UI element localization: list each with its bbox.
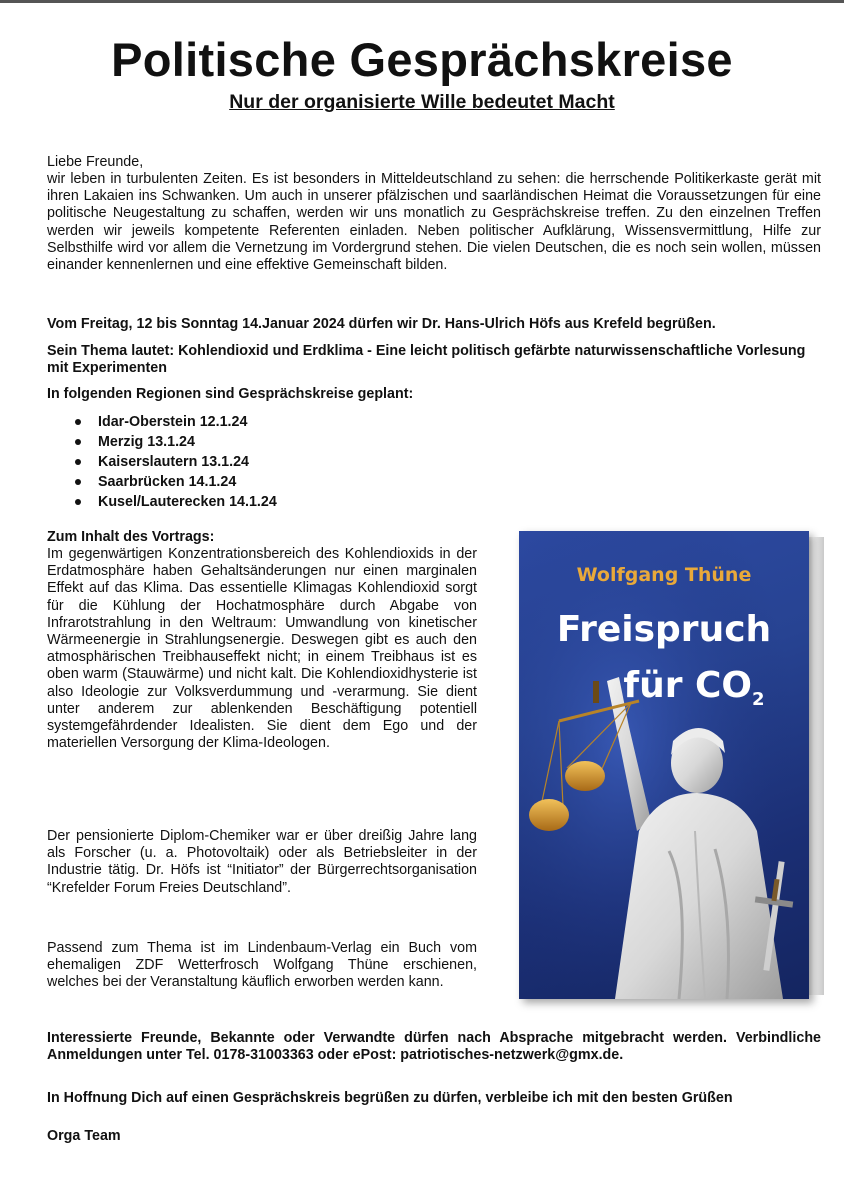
intro-paragraph: wir leben in turbulenten Zeiten. Es ist besonders in Mitteldeutschland zu sehen: die herrschende Politikerkaste gerät mit ihren Lakaien ins Schwanken. Um auch in unserer pfälzischen und saarländischen Heimat die Voraussetzungen für eine politische Neugestaltung zu schaffen, werden wir uns monatlich zu Gesprächskreise treffen. Zu den einzelnen Treffen werden wir jeweils kompetente Referenten einladen. Neben politischer Aufklärung, Wissensvermittlung, Hilfe zur Selbsthilfe wird vor allem die Vernetzung im Vordergrund stehen. Die vielen Deutschen, die es noch sein wollen, müssen einander kennenlernen und eine effektive Gemeinschaft bilden. [47,171,821,274]
book-title-main: für CO [623,665,753,706]
list-item: Kusel/Lauterecken 14.1.24 [72,492,277,512]
contact-info: Interessierte Freunde, Bekannte oder Verwandte dürfen nach Absprache mitgebracht werden. Verbindliche Anmeldungen unter Tel. 0178-31003363 oder ePost: patriotisches-netzwerk@gmx.de. [47,1030,821,1064]
book-author: Wolfgang Thüne [576,564,752,586]
closing-line: In Hoffnung Dich auf einen Gesprächskreis begrüßen zu dürfen, verbleibe ich mit den besten Grüßen [47,1090,733,1106]
book-title-line1: Freispruch [556,609,772,650]
book-cover-image [519,531,809,999]
list-item: Saarbrücken 14.1.24 [72,472,277,492]
book-title-line2 [579,665,809,710]
signature: Orga Team [47,1128,121,1144]
page-title: Politische Gesprächskreise [111,33,733,86]
speaker-bio: Der pensionierte Diplom-Chemiker war er über dreißig Jahre lang als Forscher (u. a. Photovoltaik) oder als Betriebsleiter in der Industrie tätig. Dr. Höfs ist “Initiator” der Bürgerrechtsorganisation “Krefelder Forum Freies Deutschland”. [47,828,477,896]
lecture-topic: Sein Thema lautet: Kohlendioxid und Erdklima - Eine leicht politisch gefärbte naturwissenschaftliche Vorlesung mit Experimenten [47,343,806,377]
list-item: Merzig 13.1.24 [72,432,277,452]
justitia-statue-illustration [519,531,809,999]
content-paragraph: Im gegenwärtigen Konzentrationsbereich des Kohlendioxids in der Erdatmosphäre haben Gehaltsänderungen nur einen marginalen Effekt auf das Klima. Das essentielle Klimagas Kohlendioxid sorgt für die Kühlung der Hochatmosphäre durch Abgabe von Infrarotstrahlung in den Weltraum: Umwandlung von kinetischer Wärmeenergie in Strahlungsenergie. Deswegen gibt es auch den atmosphärischen Treibhauseffekt nicht; in einem Treibhaus ist es oben warm (Stauwärme) und nicht kalt. Die Kohlendioxidhysterie ist also Ideologie zur Volksverdummung und -verarmung. Sie dient unter anderem zur ablenkenden Beschäftigung potentiell systemgefährdender Idealisten. Sie dient dem Ego und der materiellen Versorgung der Klima-Ideologen. [47,546,477,752]
book-title-subscript: 2 [752,689,765,711]
list-item: Idar-Oberstein 12.1.24 [72,412,277,432]
regions-list [72,412,277,512]
list-item: Kaiserslautern 13.1.24 [72,452,277,472]
book-note: Passend zum Thema ist im Lindenbaum-Verlag ein Buch vom ehemaligen ZDF Wetterfrosch Wolfgang Thüne erschienen, welches bei der Veranstaltung käuflich erworben werden kann. [47,940,477,991]
page-subtitle: Nur der organisierte Wille bedeutet Macht [229,91,615,113]
regions-heading: In folgenden Regionen sind Gesprächskreise geplant: [47,386,414,402]
greeting: Liebe Freunde, [47,154,144,170]
event-announcement: Vom Freitag, 12 bis Sonntag 14.Januar 2024 dürfen wir Dr. Hans-Ulrich Höfs aus Krefeld begrüßen. [47,316,716,332]
content-heading: Zum Inhalt des Vortrags: [47,529,215,545]
